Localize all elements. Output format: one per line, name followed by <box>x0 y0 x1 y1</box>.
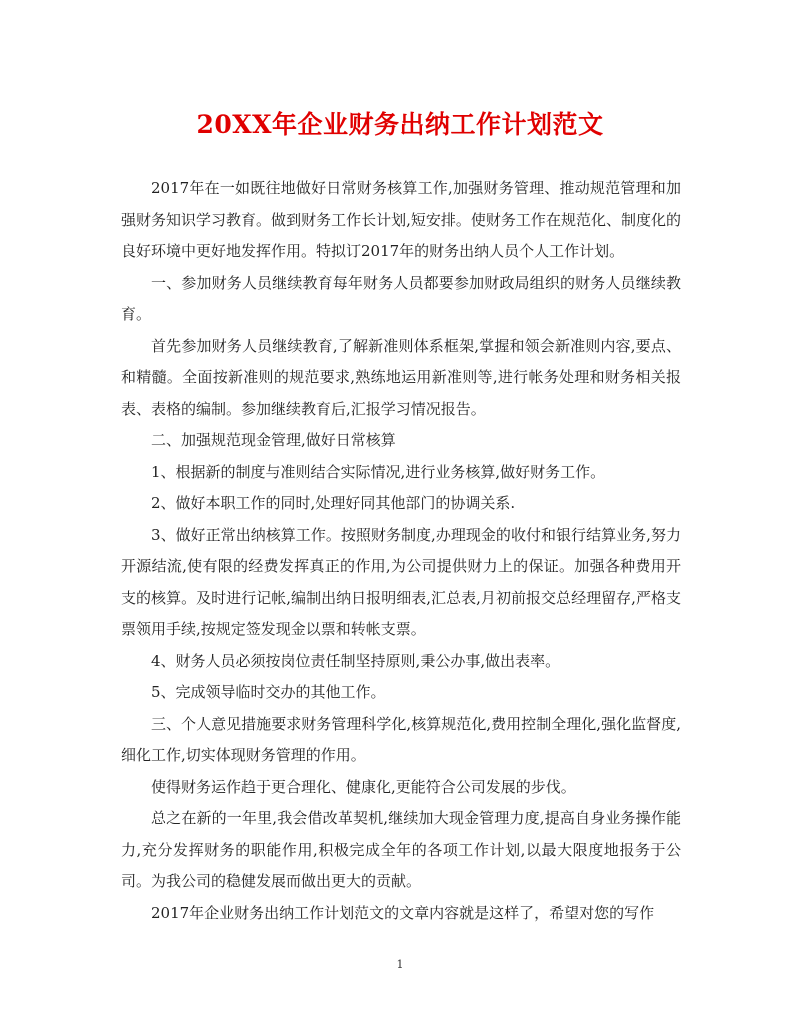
paragraph-conclusion: 总之在新的一年里,我会借改革契机,继续加大现金管理力度,提高自身业务操作能力,充分发挥财务的职能作用,积极完成全年的各项工作计划,以最大限度地报务于公司。为我公司的稳健发展而做出更大的贡献。 <box>121 809 681 890</box>
paragraph-section-1-body: 首先参加财务人员继续教育,了解新准则体系框架,掌握和领会新准则内容,要点、和精髓。全面按新准则的规范要求,熟练地运用新准则等,进行帐务处理和财务相关报表、表格的编制。参加继续教育后,汇报学习情况报告。 <box>121 336 681 418</box>
paragraph-intro: 2017年在一如既往地做好日常财务核算工作,加强财务管理、推动规范管理和加强财务知识学习教育。做到财务工作长计划,短安排。使财务工作在规范化、制度化的良好环境中更好地发挥作用。特拟订2017年的财务出纳人员个人工作计划。 <box>121 179 681 260</box>
document-title: 20XX年企业财务出纳工作计划范文 <box>196 110 604 139</box>
page-number: 1 <box>396 958 404 971</box>
paragraph-section-3: 三、个人意见措施要求财务管理科学化,核算规范化,费用控制全理化,强化监督度,细化工作,切实体现财务管理的作用。 <box>121 714 681 764</box>
paragraph-item-3: 3、做好正常出纳核算工作。按照财务制度,办理现金的收付和银行结算业务,努力开源结流,使有限的经费发挥真正的作用,为公司提供财力上的保证。加强各种费用开支的核算。及时进行记帐,编制出纳日报明细表,汇总表,月初前报交总经理留存,严格支票领用手续,按规定签发现金以票和转帐支票。 <box>121 525 681 638</box>
paragraph-item-1: 1、根据新的制度与准则结合实际情况,进行业务核算,做好财务工作。 <box>151 462 606 481</box>
paragraph-closing: 2017年企业财务出纳工作计划范文的文章内容就是这样了，希望对您的写作 <box>151 903 655 922</box>
paragraph-section-1-heading: 一、参加财务人员继续教育每年财务人员都要参加财政局组织的财务人员继续教育。 <box>121 273 681 323</box>
paragraph-section-2-heading: 二、加强规范现金管理,做好日常核算 <box>151 431 396 449</box>
paragraph-item-4: 4、财务人员必须按岗位责任制坚持原则,秉公办事,做出表率。 <box>151 651 561 670</box>
paragraph-item-5: 5、完成领导临时交办的其他工作。 <box>151 683 386 701</box>
document-body <box>121 173 681 929</box>
paragraph-section-3-cont: 使得财务运作趋于更合理化、健康化,更能符合公司发展的步伐。 <box>151 777 576 796</box>
paragraph-item-2: 2、做好本职工作的同时,处理好同其他部门的协调关系. <box>151 494 516 512</box>
